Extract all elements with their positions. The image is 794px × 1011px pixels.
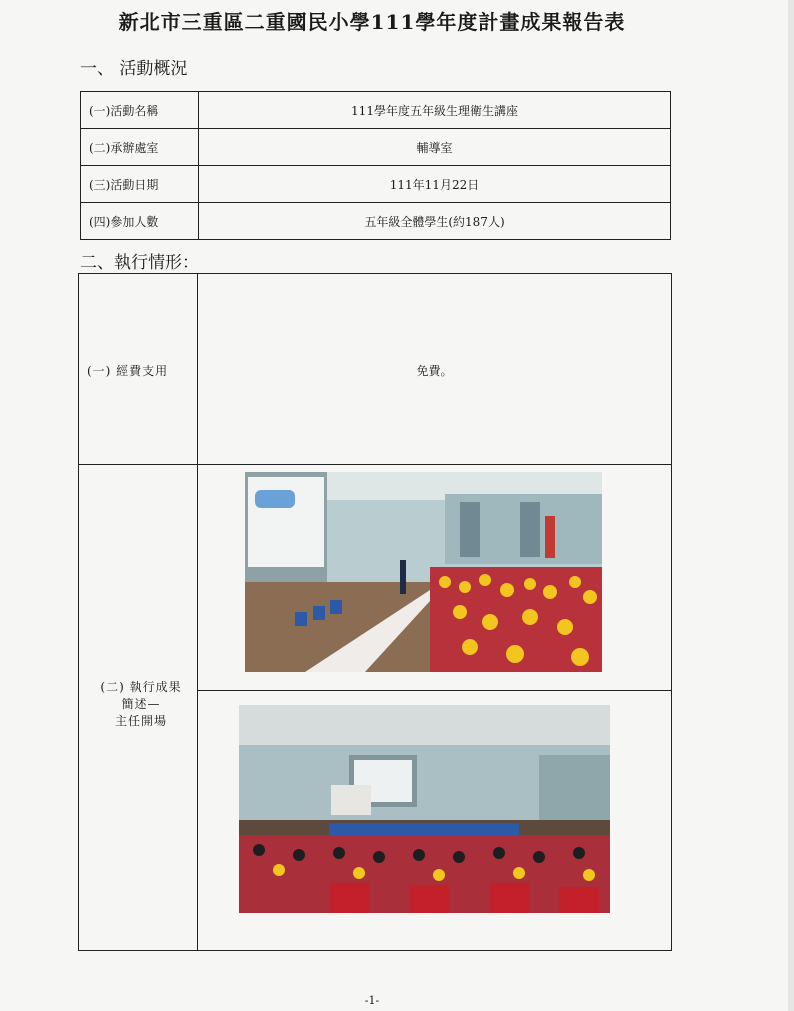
event-photo-1 [245, 472, 602, 672]
document-title: 新北市三重區二重國民小學111學年度計畫成果報告表 [118, 10, 626, 34]
section-1-heading: 一、 活動概況 [80, 59, 188, 79]
page-edge [788, 0, 794, 1011]
overview-value-office: 輔導室 [199, 129, 671, 166]
table-row [81, 92, 671, 129]
overview-table [80, 91, 671, 240]
overview-label-office: (二)承辦處室 [81, 129, 199, 166]
table-row [81, 129, 671, 166]
table-divider [197, 690, 671, 691]
overview-label-date: (三)活動日期 [81, 166, 199, 203]
result-label-line: 主任開場 [114, 714, 167, 728]
section-2-heading: 二、執行情形： [80, 253, 199, 273]
table-row [81, 203, 671, 240]
overview-value-activity-name: 111學年度五年級生理衛生講座 [199, 92, 671, 129]
overview-label-participants: (四)參加人數 [81, 203, 199, 240]
overview-value-participants: 五年級全體學生(約187人) [199, 203, 671, 240]
overview-value-date: 111年11月22日 [199, 166, 671, 203]
expense-value: 免費。 [416, 364, 453, 378]
event-photo-2 [239, 705, 610, 913]
overview-label-activity-name: (一)活動名稱 [81, 92, 199, 129]
execution-table [78, 273, 672, 951]
expense-label: (一) 經費支用 [87, 364, 169, 378]
table-row [81, 166, 671, 203]
result-label-line: (二) 執行成果 [100, 680, 182, 694]
result-label-line: 簡述— [121, 697, 161, 711]
table-divider [79, 464, 671, 465]
page-number: -1- [364, 994, 380, 1007]
result-label [87, 679, 195, 730]
